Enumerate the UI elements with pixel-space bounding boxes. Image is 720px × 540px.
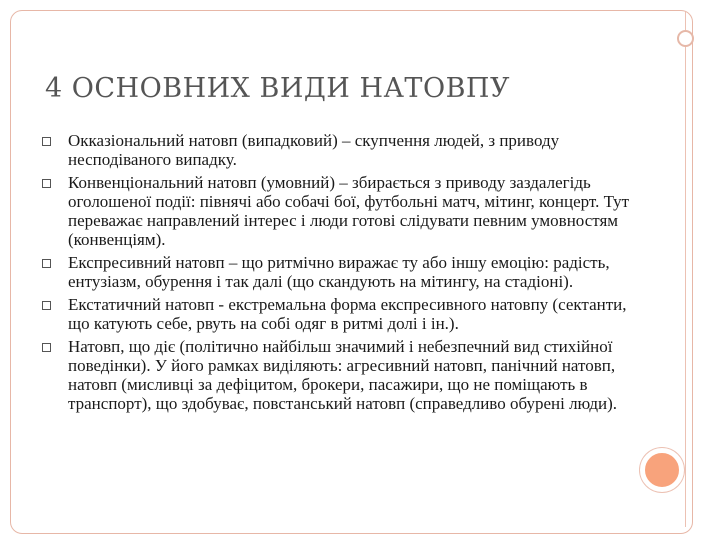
bullet-text: Експресивний натовп – що ритмічно виражає ту або іншу емоцію: радість, ентузіазм, обурення і так далі (що скандують на мітингу, на стадіоні). <box>68 253 610 291</box>
bullet-text: Натовп, що діє (політично найбільш значимий і небезпечний вид стихійної поведінки). У його рамках виділяють: агресивний натовп, панічний натовп, натовп (мисливці за дефіцитом, брокери, пасажири, що не поміщають в транспорт), що здобуває, повстанський натовп (справедливо обурені люди). <box>68 337 618 413</box>
bullet-list <box>42 131 652 417</box>
bullet-item <box>42 253 652 291</box>
decorative-circle-orange <box>640 448 684 492</box>
bullet-item <box>42 173 652 249</box>
bullet-item <box>42 337 652 413</box>
bullet-text: Екстатичний натовп - екстремальна форма експресивного натовпу (сектанти, що катують себе, рвуть на собі одяг в ритмі долі і ін.). <box>68 295 627 333</box>
bullet-text: Окказіональний натовп (випадковий) – скупчення людей, з приводу несподіваного випадку. <box>68 131 560 169</box>
slide-title: 4 ОСНОВНИХ ВИДИ НАТОВПУ <box>45 73 510 104</box>
square-bullet-icon <box>42 343 51 352</box>
vertical-divider <box>685 12 686 527</box>
bullet-item <box>42 131 652 169</box>
decorative-circle-small <box>677 30 694 47</box>
square-bullet-icon <box>42 137 51 146</box>
square-bullet-icon <box>42 179 51 188</box>
bullet-text: Конвенціональний натовп (умовний) – збирається з приводу заздалегідь оголошеної події: півнячі або собачі бої, футбольні матч, мітинг, концерт. Тут переважає направлений інтерес і люди готові слідувати певним умовностям (конвенціям). <box>68 173 630 249</box>
square-bullet-icon <box>42 259 51 268</box>
bullet-item <box>42 295 652 333</box>
square-bullet-icon <box>42 301 51 310</box>
